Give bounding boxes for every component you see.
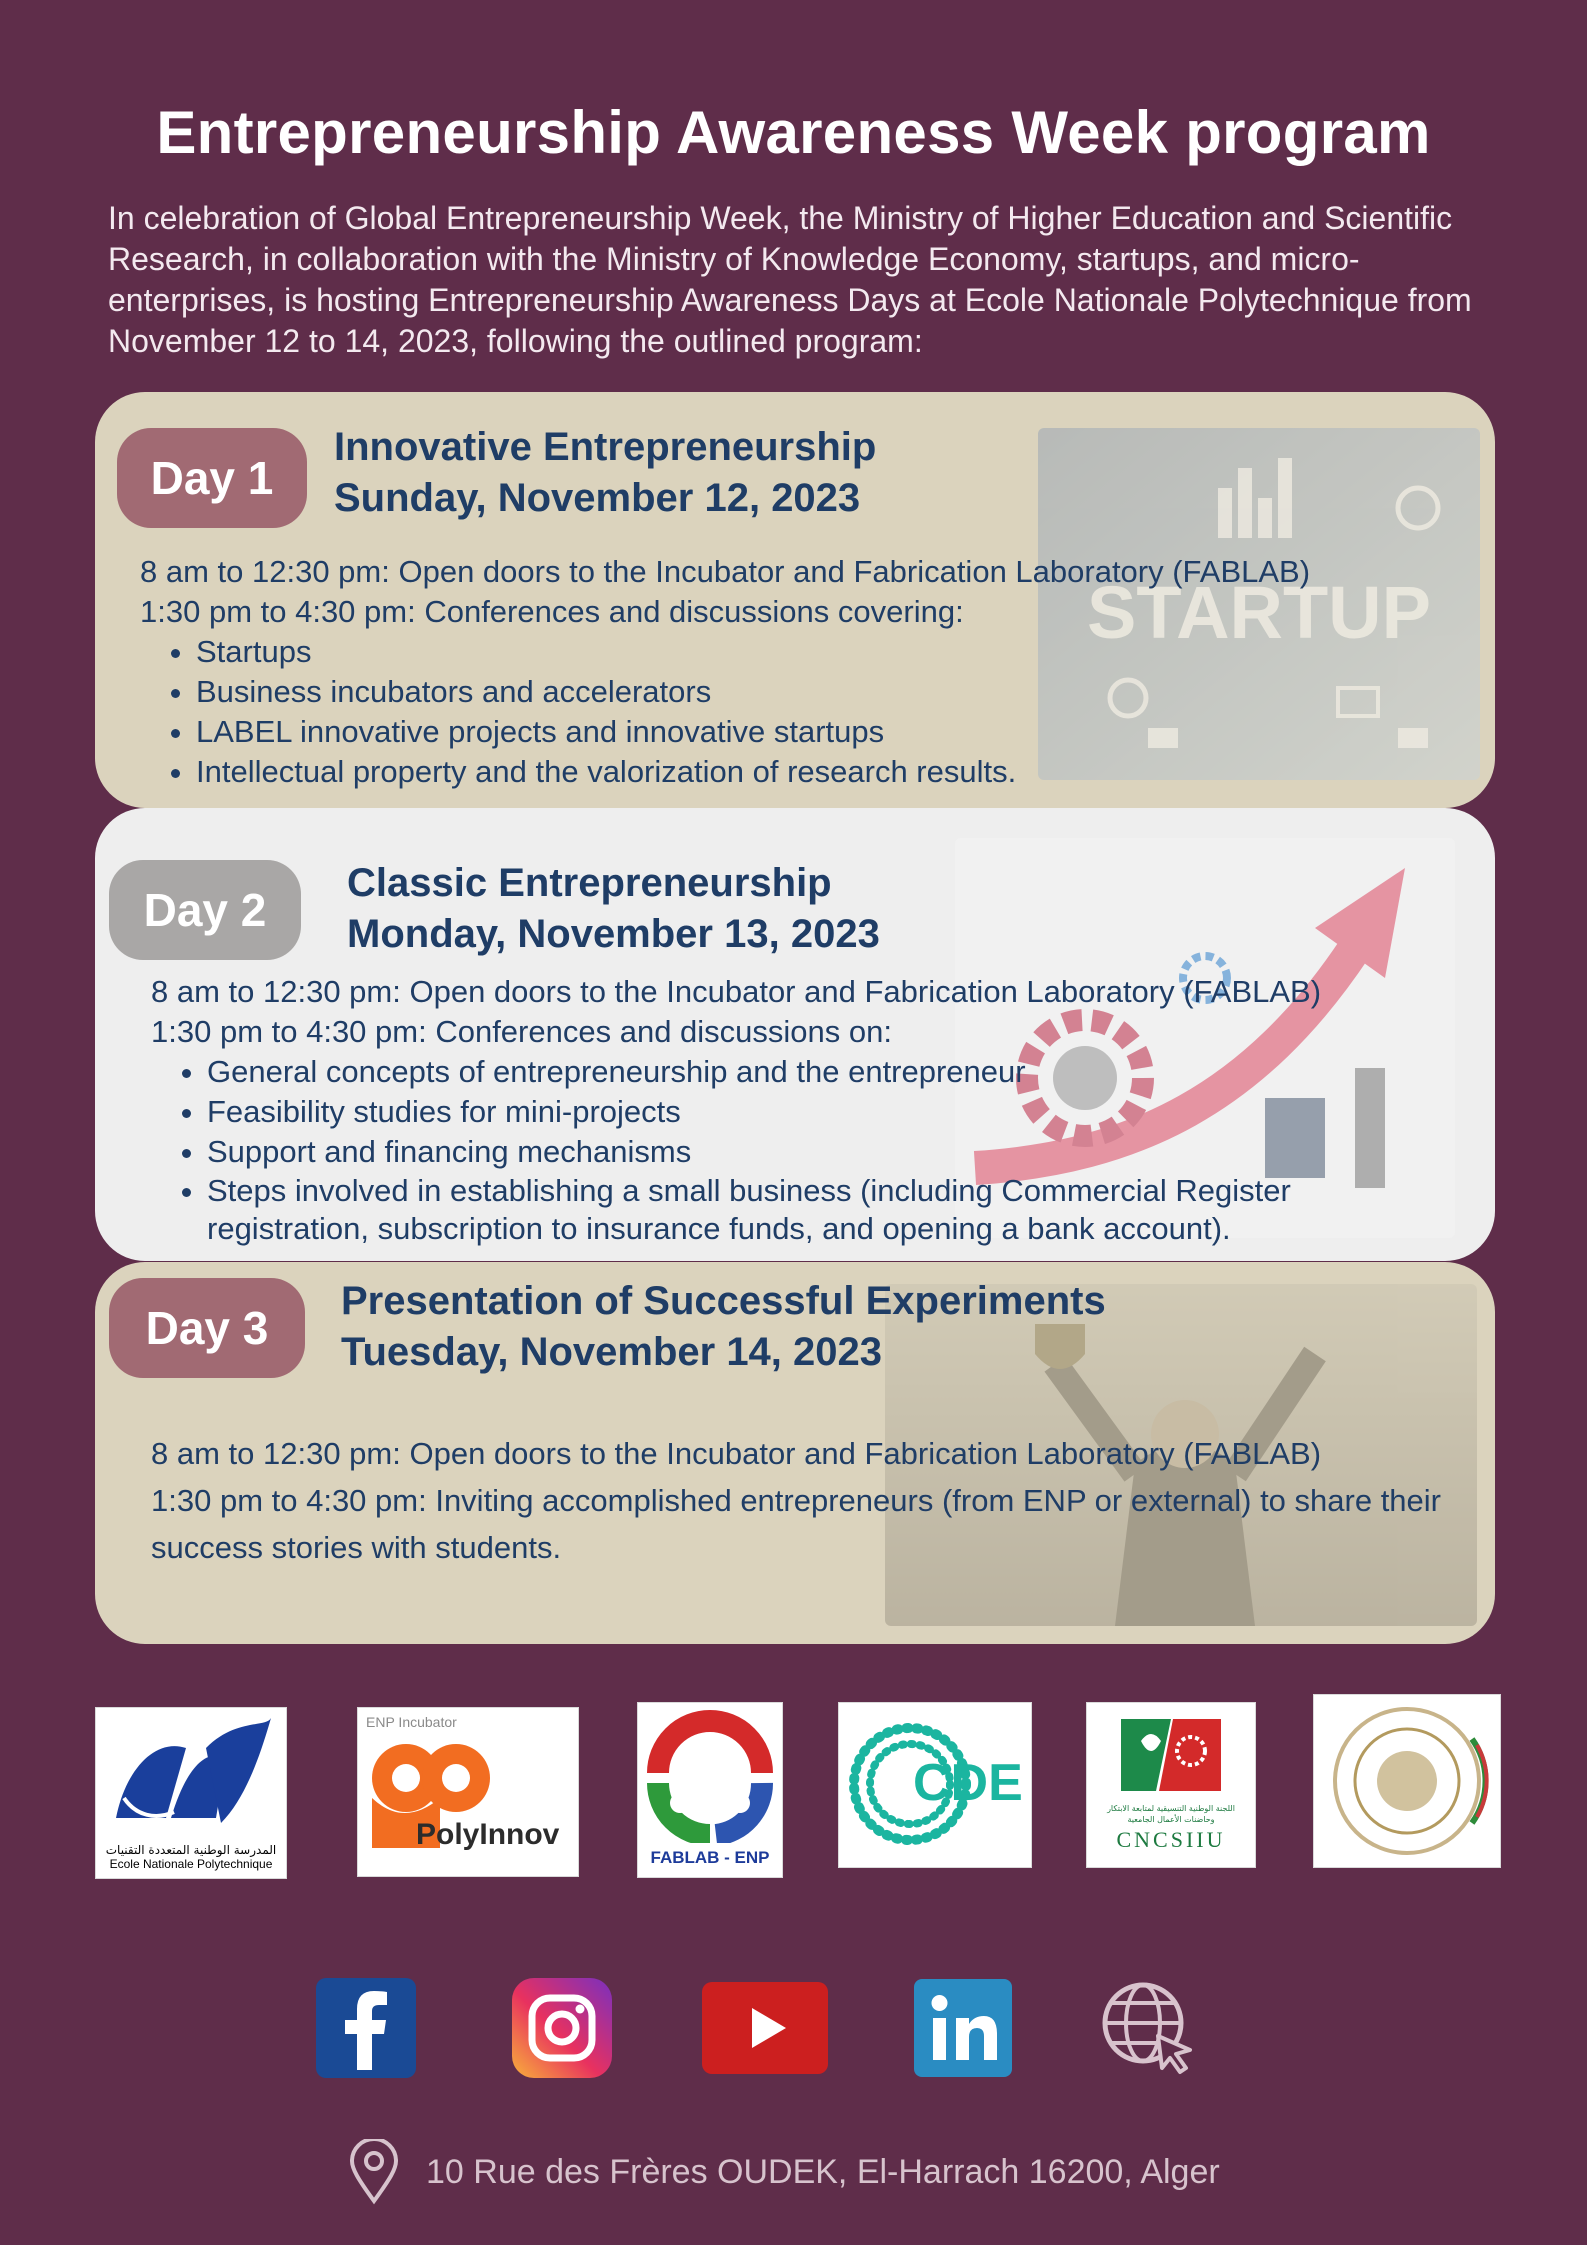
polyinnov-caption: ENP Incubator (366, 1714, 457, 1730)
website-globe-icon (1098, 1978, 1198, 2078)
day-1-heading (334, 422, 876, 524)
day-1-badge: Day 1 (117, 428, 307, 528)
cncsiiu-arabic-name: اللجنة الوطنية التنسيقية لمتابعة الابتكار وحاضنات الأعمال الجامعية (1107, 1804, 1235, 1824)
day-1-details (140, 552, 1460, 792)
topic-item: • Steps involved in establishing a small business (including Commercial Register registration, subscription to insurance funds, and opening a bank account). (207, 1172, 1461, 1248)
topic-item: • LABEL innovative projects and innovative startups (196, 712, 1460, 752)
youtube-icon (702, 1978, 828, 2078)
day-2-badge: Day 2 (109, 860, 301, 960)
polyinnov-name: PolyInnov (416, 1818, 560, 1851)
topic-item: • Feasibility studies for mini-projects (207, 1092, 1461, 1132)
cncsiiu-logo (1086, 1702, 1256, 1868)
cde-logo (838, 1702, 1032, 1868)
ministry-seal-logo (1313, 1694, 1501, 1868)
facebook-icon (316, 1978, 416, 2078)
day-1-date: Sunday, November 12, 2023 (334, 476, 861, 520)
day-1-title: Innovative Entrepreneurship (334, 425, 877, 469)
day-2-title: Classic Entrepreneurship (347, 861, 832, 905)
page-title: Entrepreneurship Awareness Week program (156, 99, 1431, 166)
topic-item: • Business incubators and accelerators (196, 672, 1460, 712)
intro-paragraph: In celebration of Global Entrepreneurship Week, the Ministry of Higher Education and Scientific Research, in collaboration with the Ministry of Knowledge Economy, startups, and micro-enterprises, is hosting Entrepreneurship Awareness Days at Ecole Nationale Polytechnique from November 12 to 14, 2023, following the outlined program: (108, 200, 1472, 359)
day-2-date: Monday, November 13, 2023 (347, 912, 880, 956)
day-3-card (95, 1262, 1495, 1644)
facebook-link[interactable] (316, 1978, 416, 2078)
fablab-caption: FABLAB - ENP (650, 1848, 770, 1867)
day-3-title: Presentation of Successful Experiments (341, 1279, 1106, 1323)
cncsiiu-emblem (1111, 1711, 1231, 1799)
day-1-card (95, 392, 1495, 808)
cncsiiu-name: CNCSIIU (1116, 1827, 1226, 1852)
fablab-emblem (638, 1703, 782, 1843)
youtube-link[interactable] (702, 1978, 828, 2078)
linkedin-icon (913, 1978, 1013, 2078)
topic-item: • Intellectual property and the valorization of research results. (196, 752, 1460, 792)
day-3-details (151, 1430, 1461, 1571)
address-line (348, 2142, 1220, 2202)
day-3-line: 8 am to 12:30 pm: Open doors to the Incubator and Fabrication Laboratory (FABLAB) (151, 1436, 1322, 1471)
website-link[interactable] (1098, 1978, 1198, 2078)
photo-caption: STARTUP (1087, 571, 1431, 654)
day-3-line: 1:30 pm to 4:30 pm: Inviting accomplished entrepreneurs (from ENP or external) to share their success stories with students. (151, 1483, 1441, 1565)
day-3-heading (341, 1276, 1106, 1378)
day-2-heading (347, 858, 880, 960)
day-2-line: 8 am to 12:30 pm: Open doors to the Incubator and Fabrication Laboratory (FABLAB) (151, 974, 1322, 1009)
day-2-card (95, 808, 1495, 1261)
day-3-date: Tuesday, November 14, 2023 (341, 1330, 883, 1374)
ministry-seal (1322, 1699, 1492, 1863)
topic-item: • Startups (196, 632, 1460, 672)
day-3-badge: Day 3 (109, 1278, 305, 1378)
instagram-link[interactable] (512, 1978, 612, 2078)
polyinnov-logo (357, 1707, 579, 1877)
linkedin-link[interactable] (913, 1978, 1013, 2078)
day-2-line: 1:30 pm to 4:30 pm: Conferences and discussions on: (151, 1014, 892, 1049)
address-text: 10 Rue des Frères OUDEK, El-Harrach 16200, Alger (426, 2152, 1220, 2191)
enp-french-name: Ecole Nationale Polytechnique (109, 1857, 273, 1871)
topic-item: • Support and financing mechanisms (207, 1132, 1461, 1172)
instagram-icon (512, 1978, 612, 2078)
enp-logo (95, 1707, 287, 1879)
day-1-line: 1:30 pm to 4:30 pm: Conferences and discussions covering: (140, 594, 964, 629)
enp-arabic-name: المدرسة الوطنية المتعددة التقنيات (105, 1843, 277, 1857)
enp-emblem (96, 1708, 286, 1838)
fablab-logo (637, 1702, 783, 1878)
location-pin-icon (348, 2139, 400, 2205)
cde-name: CDE (913, 1754, 1023, 1812)
topic-item: • General concepts of entrepreneurship and the entrepreneur (207, 1052, 1461, 1092)
day-1-topics (140, 632, 1460, 792)
day-1-line: 8 am to 12:30 pm: Open doors to the Incubator and Fabrication Laboratory (FABLAB) (140, 554, 1311, 589)
day-2-topics (151, 1052, 1461, 1248)
day-2-details (151, 972, 1461, 1248)
